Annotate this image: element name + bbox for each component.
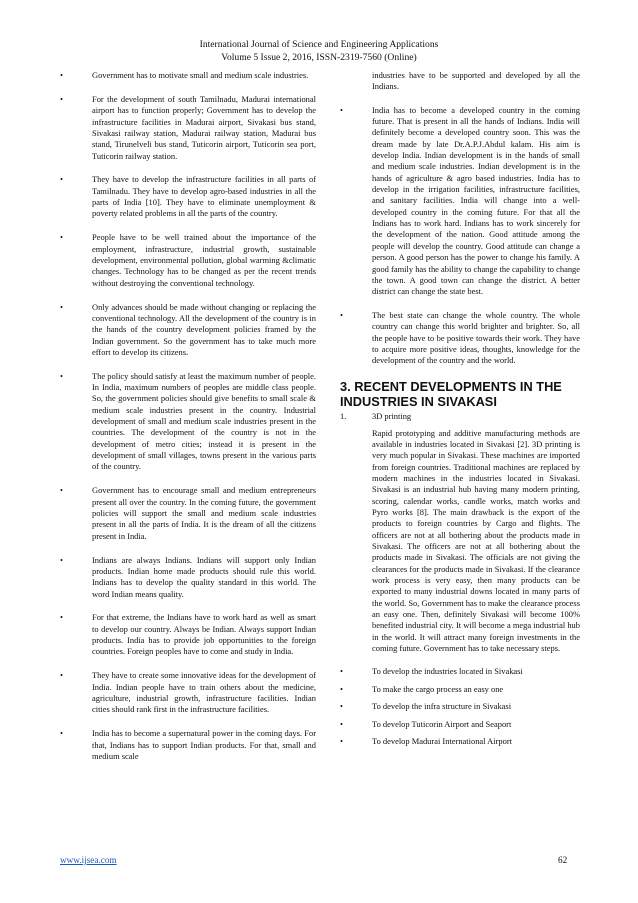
subsection-title-text: 3D printing [372, 411, 412, 422]
bullet-icon: • [60, 370, 63, 381]
bullet-icon: • [60, 301, 63, 312]
right-bullet-text: India has to become a developed country in the coming future. That is present in all the hands of Indians. India will definitely become a developed country soon. This was the dream made by late Dr.A.P.J.Abdul kalam. His aim is develop India. Indian development is in the hands of small and medium scale industries. Indian development is in the hands of agriculture & agro based industries. India has to develop in the irrigation facilities, infrastructure facilities, and sanitary facilities. India will change into a well-developed country in the coming future. For that all the Indians has to work hard. Indians has to work sincerely for the development of the nation. Good attitude among the people will develop the country. Good attitude can change a person. A good person has the power to change his family. A good family has the ability to change the capability to change the town. A good town can change the district. A better district can change the state best. [372, 104, 580, 297]
bullet-icon: • [60, 554, 63, 565]
bullet-icon: • [340, 701, 343, 712]
body-paragraph: Rapid prototyping and additive manufacturing methods are available in industries located in Sivakasi [2]. 3D printing is very much popular in Sivakasi. These machines are imported from foreign countries. Traditional machines are replaced by modern machines in the industries located in Sivakasi. Sivakasi is an industrial hub having many modern printing, scoring, calendar works, candle works, match works and Pyro works [8]. The main drawback is the export of the products to foreign countries by Cargo and flights. The officers are not at all bothering about the products made in Sivakasi. The officers are not at all bothering about the products made in Sivakasi. The officials are not giving the clearances for the products made in Sivakasi. If the clearance work process is very easy, then many products can be exported to many industrial downs located in many parts of the world. So, Government has to make the clearance process an easy one. Then, definitely Sivakasi will become 100% benefited industrial city. It will become a mega industrial hub in the world. It will attract many foreign investments in the coming future. Government has to take necessary steps. [372, 427, 580, 654]
goal-bullet [340, 666, 580, 677]
goal-bullet-text: To develop the industries located in Sivakasi [372, 666, 523, 677]
bullet-icon: • [340, 104, 343, 115]
left-bullet [60, 670, 316, 715]
section-heading-line2: INDUSTRIES IN SIVAKASI [340, 394, 497, 410]
left-bullet [60, 555, 316, 600]
left-bullet-text: People have to be well trained about the importance of the employment, infrastructure, industrial growth, sustainable development, environmental pollution, global warming &climatic changes. Technology has to be changed as per the recent trends without destroying the conventional technology. [92, 232, 316, 288]
bullet-icon: • [60, 728, 63, 739]
page-number: 62 [558, 855, 568, 865]
goal-bullet [340, 701, 580, 712]
subsection-title [340, 411, 580, 422]
goal-bullet-text: To develop Tuticorin Airport and Seaport [372, 718, 512, 729]
left-bullet-text: Indians are always Indians. Indians will support only Indian products. Indian home made products should rule this world. Indians has to develop the quality standard in this world. The word Indian means quality. [92, 554, 316, 599]
section-heading [340, 379, 580, 409]
left-bullet [60, 728, 316, 762]
journal-header [0, 38, 638, 64]
left-bullet-text: For that extreme, the Indians have to work hard as well as smart to develop our country. Always be Indian. Always support Indian products. India has to provide job opportunities to the foreign countries. Foreign peoples have to come and study in India. [92, 612, 316, 657]
left-bullet [60, 174, 316, 219]
bullet-icon: • [60, 670, 63, 681]
left-bullet [60, 94, 316, 162]
left-bullet-text: The policy should satisfy at least the maximum number of people. In India, maximum numbers of peoples are middle class people. So, the government policies should give benefits to small scale & medium scale industries present in the country. Industrial development of small and medium scale industries present in the countries. The development of the country is not in the development of metro cities; instead it is present in the development of small villages, towns present in the various parts of the country. [92, 370, 316, 472]
goal-bullet-text: To develop Madurai International Airport [372, 735, 512, 746]
left-bullet-text: Government has to motivate small and medium scale industries. [92, 70, 309, 80]
right-column [340, 70, 580, 753]
bullet-icon: • [60, 93, 63, 104]
left-bullet-text: For the development of south Tamilnadu, Madurai international airport has to function properly; Government has to develop the infrastructure facilities in Madurai airport, Sivakasi bus stand, Sivakasi railway station, Madurai railway station, Madurai bus stand, Tirunelveli bus stand, Tuticorin airport, Tuticorin sea port, Tuticorin railway station. [92, 93, 316, 161]
left-bullet [60, 302, 316, 359]
left-bullet-text: India has to become a supernatural power in the coming days. For that, Indians has to support Indian products. For that, small and medium scale [92, 728, 316, 761]
goal-bullet-text: To develop the infra structure in Sivakasi [372, 701, 512, 712]
journal-title: International Journal of Science and Engineering Applications [199, 39, 439, 50]
right-bullet [340, 310, 580, 367]
bullet-icon: • [60, 485, 63, 496]
bullet-icon: • [340, 666, 343, 677]
left-bullet [60, 371, 316, 473]
goal-bullet [340, 719, 580, 730]
bullet-icon: • [340, 683, 343, 694]
left-bullet [60, 485, 316, 542]
left-column [60, 70, 316, 775]
left-bullet-text: Government has to encourage small and medium entrepreneurs present all over the country. In the coming future, the government policies will support the small and medium scale industries present in all the parts of India. It is the dream of all the citizens present in India. [92, 485, 316, 541]
section-heading-line1: 3. RECENT DEVELOPMENTS IN THE [340, 379, 562, 395]
left-bullet [60, 612, 316, 657]
bullet-icon: • [60, 232, 63, 243]
right-bullet [340, 105, 580, 298]
left-bullet [60, 232, 316, 289]
bullet-icon: • [60, 612, 63, 623]
left-bullet-text: They have to develop the infrastructure facilities in all parts of Tamilnadu. They have to develop agro-based industries in all the parts of India [10]. They have to eliminate unemployment & poverty related problems in all the parts of the country. [92, 174, 316, 219]
bullet-icon: • [60, 174, 63, 185]
journal-website-link[interactable]: www.ijsea.com [60, 855, 117, 865]
bullet-icon: • [340, 310, 343, 321]
continued-text: industries have to be supported and developed by all the Indians. [372, 70, 580, 92]
goal-bullet [340, 736, 580, 747]
subsection-number: 1. [340, 411, 347, 422]
goal-bullet-text: To make the cargo process an easy one [372, 683, 504, 694]
bullet-icon: • [60, 70, 63, 80]
bullet-icon: • [340, 718, 343, 729]
goal-bullet [340, 684, 580, 695]
right-bullet-text: The best state can change the whole country. The whole country can change this world brighter and brighter. So, all the people have to be positive towards their work. They have to acquire more positive ideas, thoughts, knowledge for the development of the country and the world. [372, 310, 580, 366]
left-bullet-text: They have to create some innovative ideas for the development of India. Indian people have to train others about the medicine, agriculture, industrial growth, infrastructure facilities. Indian cities should rank first in the infrastructure facilities. [92, 670, 316, 715]
left-bullet-text: Only advances should be made without changing or replacing the conventional technology. All the development of the country is in the hands of the country development policies framed by the Indian government. So the government has to take much more effort to develop its citizens. [92, 301, 316, 357]
journal-issue: Volume 5 Issue 2, 2016, ISSN-2319-7560 (Online) [221, 52, 417, 63]
left-bullet [60, 70, 316, 81]
bullet-icon: • [340, 735, 343, 746]
